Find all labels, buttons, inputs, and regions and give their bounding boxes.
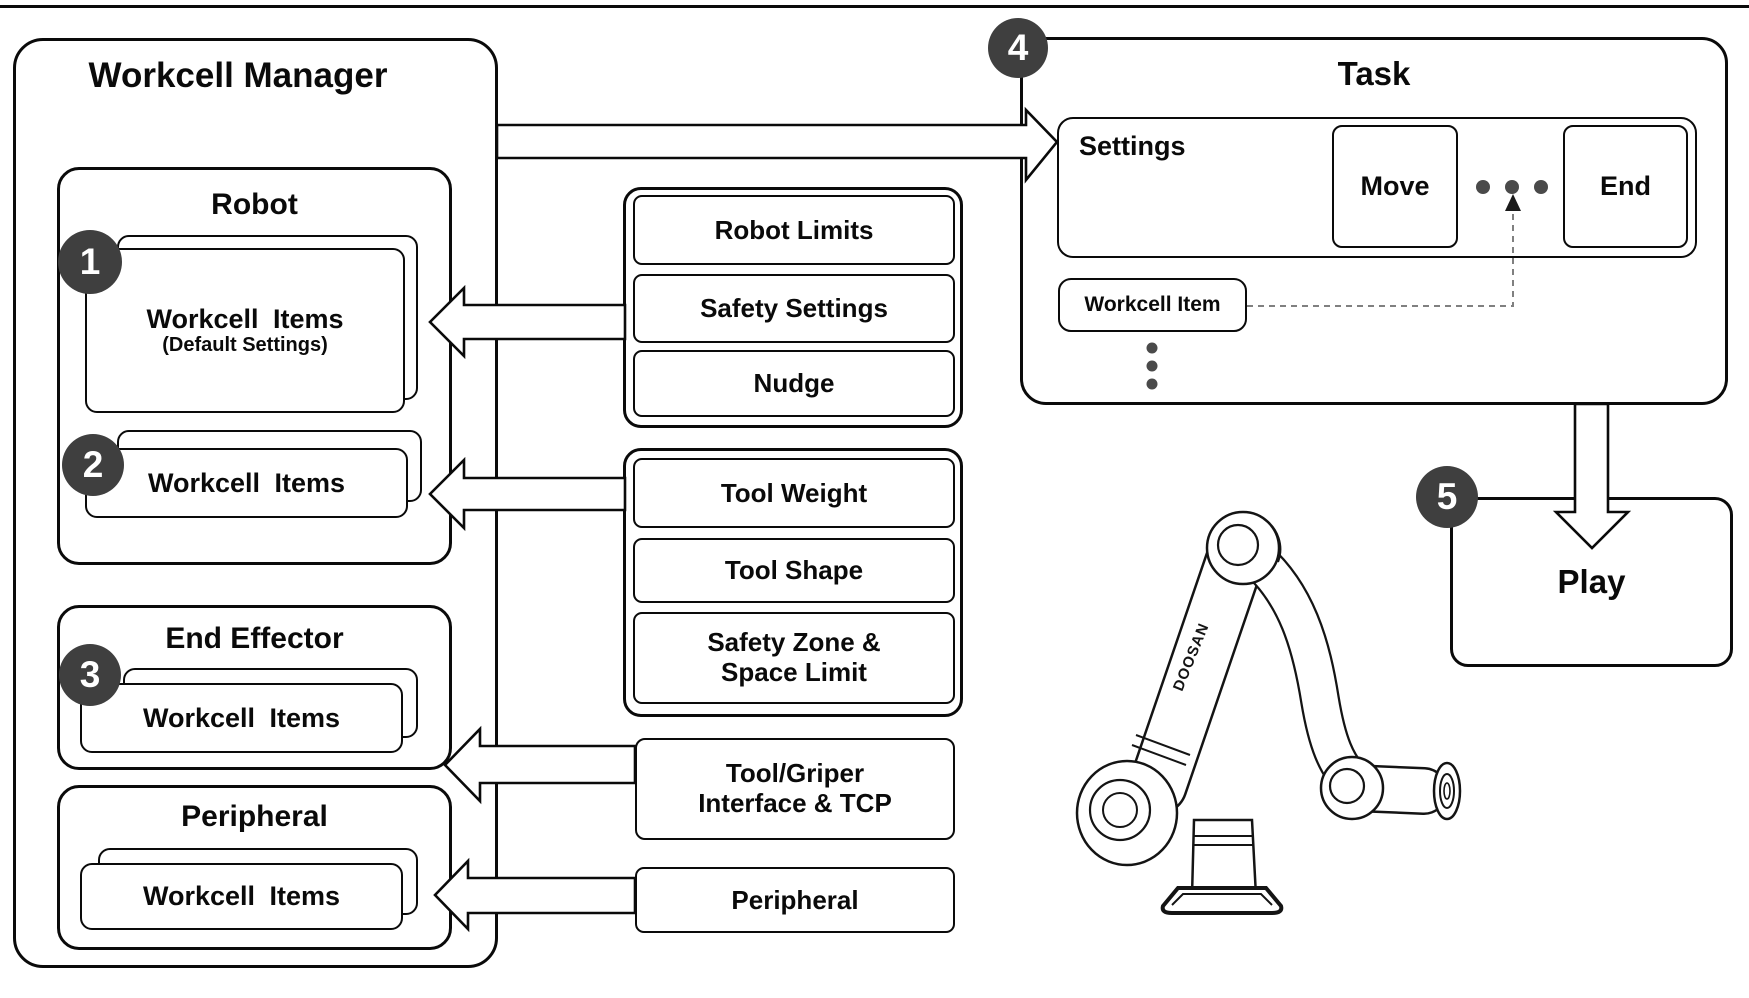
tool-gripper-line2: Interface & TCP [698,788,892,818]
peripheral-source-box: Peripheral [635,867,955,933]
end-effector-items-card [80,683,403,753]
nudge-box: Nudge [633,350,955,417]
robot-default-items-card [85,248,405,413]
workcell-manager-title: Workcell Manager [88,56,388,95]
tool-gripper-line1: Tool/Griper [725,758,865,789]
end-effector-section-title: End Effector [165,622,344,655]
robot-section-title: Robot [211,188,298,221]
step-badge-4: 4 [988,18,1048,78]
step-badge-5: 5 [1416,466,1478,528]
workcell-items-label: Workcell Items [142,702,341,733]
safety-zone-box [633,612,955,704]
safety-zone-line1: Safety Zone & [707,627,881,658]
tool-gripper-interface-box [635,738,955,840]
move-block: Move [1332,125,1458,248]
task-title: Task [1337,55,1411,92]
robot-illustration [1077,512,1460,913]
robot-items-card [85,448,408,518]
robot-brand-text: DOOSAN [1169,620,1213,694]
task-settings-label: Settings [1079,131,1186,161]
default-settings-label: (Default Settings) [162,334,328,357]
peripheral-section-title: Peripheral [181,800,328,833]
safety-zone-line2: Space Limit [721,657,867,687]
peripheral-items-card [80,863,403,930]
arrow-workcell-manager-to-task [497,110,1057,180]
step-badge-2: 2 [62,434,124,496]
workcell-items-label: Workcell Items [142,881,341,912]
play-box: Play [1450,497,1733,667]
workcell-items-label: Workcell Items [146,303,344,334]
safety-settings-box: Safety Settings [633,274,955,343]
workcell-item-chip: Workcell Item [1058,278,1247,332]
robot-limits-box: Robot Limits [633,195,955,265]
top-border-line [0,5,1749,8]
tool-shape-box: Tool Shape [633,538,955,603]
tool-weight-box: Tool Weight [633,458,955,528]
step-badge-1: 1 [58,230,122,294]
step-badge-3: 3 [59,644,121,706]
workcell-items-label: Workcell Items [147,467,346,498]
end-block: End [1563,125,1688,248]
